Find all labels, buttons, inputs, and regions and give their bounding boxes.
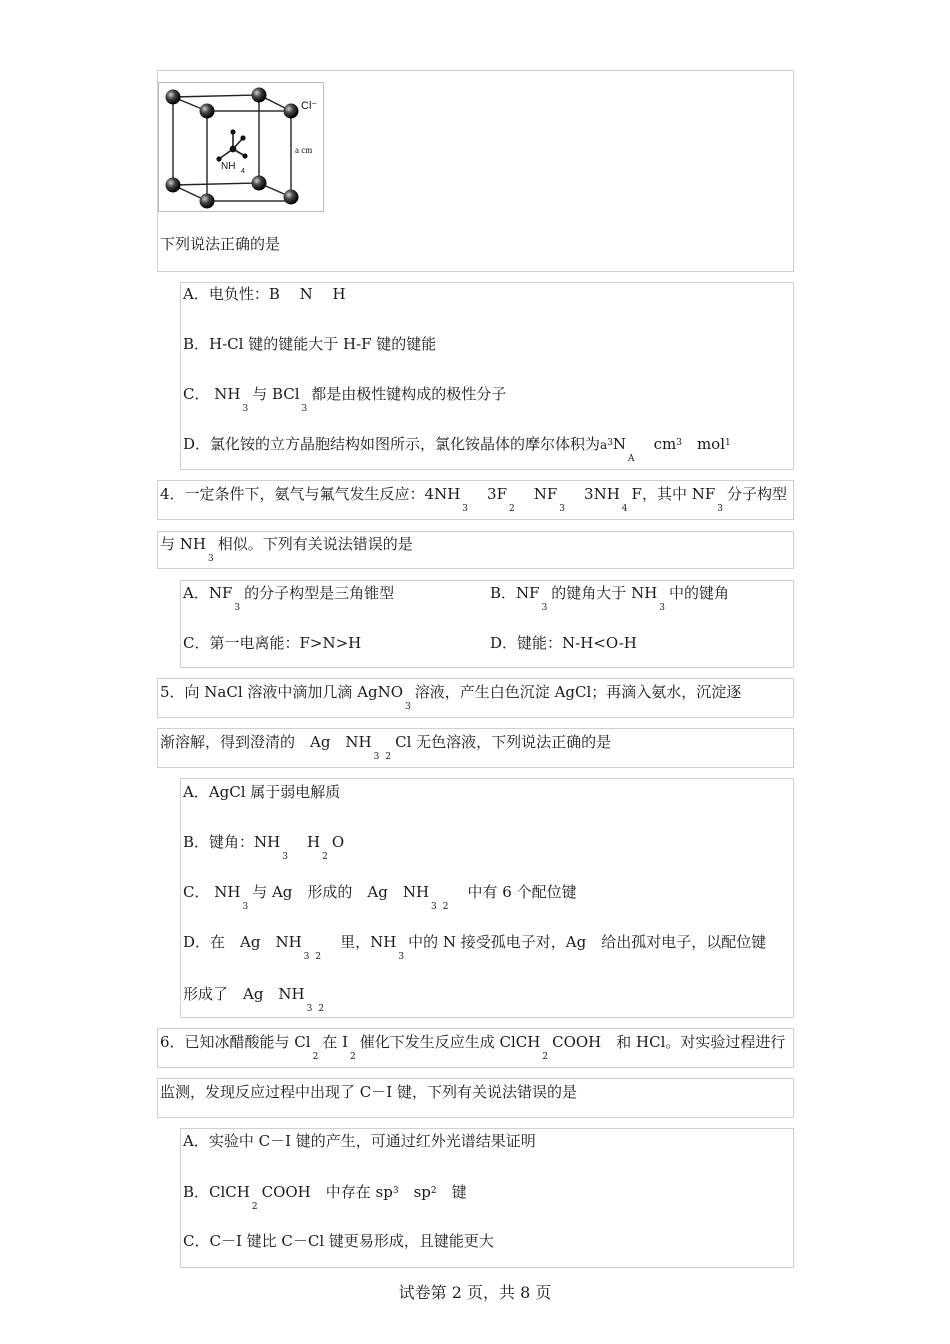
- q3-option-b: B．H-Cl 键的键能大于 H-F 键的键能: [183, 335, 437, 353]
- q3-stem: 下列说法正确的是: [160, 235, 281, 253]
- q4-option-d: D．键能：N-H<O-H: [490, 634, 637, 652]
- q3-option-c: C． $NH_3$与 BCl$_3$都是由极性键构成的极性分子: [183, 385, 507, 414]
- page-footer: 试卷第 2 页，共 8 页: [398, 1283, 552, 1302]
- ammonium-subscript: 4: [241, 168, 245, 175]
- unit-cell-diagram: [159, 83, 323, 211]
- q5-option-b: B．键角：$NH_3$ $H_2O$: [183, 833, 345, 862]
- q3-option-a: A．电负性：B N H: [183, 285, 346, 303]
- q3-option-d: D．氯化铵的立方晶胞结构如图所示，氯化铵晶体的摩尔体积为$a^3N_A$ $cm^3$ mol$^1$: [183, 435, 731, 464]
- q6-option-b: B．ClCH$_2$COOH 中存在 $sp^3$ $sp^2$ 键: [183, 1183, 467, 1212]
- q5-option-a: A．AgCl 属于弱电解质: [183, 783, 341, 801]
- edge-length-label: a cm: [295, 145, 313, 155]
- q4-stem-line1: 4．一定条件下，氨气与氟气发生反应：$4NH_3$ $3F_2$ $NF_3$ $3NH_4F$，其中 $NF_3$分子构型: [160, 485, 787, 514]
- q4-option-a: A．$NF_3$的分子构型是三角锥型: [183, 584, 395, 613]
- ammonium-label: NH: [221, 161, 236, 172]
- q4-stem-line2: 与 $NH_3$相似。下列有关说法错误的是: [160, 535, 413, 564]
- q6-option-a: A．实验中 C－I 键的产生，可通过红外光谱结果证明: [183, 1132, 536, 1150]
- q5-stem-line1: 5．向 NaCl 溶液中滴加几滴 AgNO$_3$溶液，产生白色沉淀 AgCl；再滴入氨水，沉淀逐: [160, 683, 742, 712]
- q6-stem-line2: 监测，发现反应过程中出现了 C－I 键，下列有关说法错误的是: [160, 1083, 577, 1101]
- nh4cl-unit-cell-figure: [158, 82, 324, 212]
- q5-stem-line2: 渐溶解，得到澄清的 Ag $NH_3$ $_2$Cl 无色溶液，下列说法正确的是: [160, 733, 612, 762]
- q4-option-b: B．$NF_3$的键角大于 $NH_3$中的键角: [490, 584, 730, 613]
- chloride-label: Cl⁻: [301, 100, 318, 112]
- q5-option-c: C． $NH_3$与 Ag 形成的 Ag $NH_3$ $_2$ 中有 6 个配位键: [183, 883, 577, 912]
- q5-option-d-line1: D．在 Ag $NH_3$ $_2$ 里，$NH_3$中的 N 接受孤电子对，Ag 给出孤对电子，以配位键: [183, 933, 767, 962]
- q6-option-c: C．C－I 键比 C－Cl 键更易形成，且键能更大: [183, 1232, 494, 1250]
- q5-option-d-line2: 形成了 Ag $NH_3$ $_2$: [183, 985, 325, 1014]
- q4-option-c: C．第一电离能：F>N>H: [183, 634, 362, 652]
- q6-stem-line1: 6．已知冰醋酸能与 $Cl_2$在 $I_2$催化下发生反应生成 ClCH$_2$COOH 和 HCl。对实验过程进行: [160, 1033, 786, 1062]
